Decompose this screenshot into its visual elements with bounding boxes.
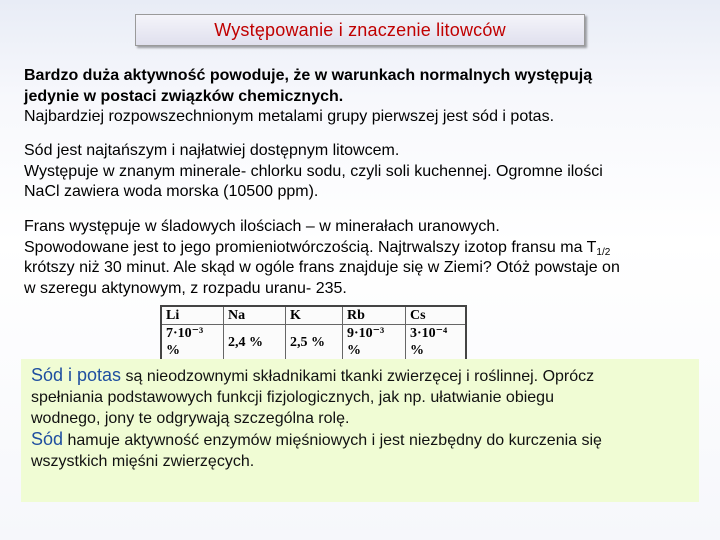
- paragraph-sodium-line-3: NaCl zawiera woda morska (10500 ppm).: [24, 183, 319, 200]
- title-box: [135, 14, 585, 46]
- abundance-table-wrapper: [160, 305, 467, 361]
- table-header-cell: Rb: [343, 306, 406, 325]
- paragraph-francium-line-2: [24, 238, 704, 259]
- highlight-line-5: wszystkich mięśni zwierzęcych.: [31, 453, 255, 470]
- paragraph-francium-line-3: krótszy niż 30 minut. Ale skąd w ogóle frans znajduje się w Ziemi? Otóż powstaje on: [24, 259, 620, 276]
- table-cell: 7·10⁻³ %: [161, 325, 224, 361]
- abundance-table: [160, 305, 467, 361]
- paragraph-sodium-line-2: Występuje w znanym minerale- chlorku sodu, czyli soli kuchennej. Ogromne ilości: [24, 162, 603, 180]
- table-cell: 9·10⁻³ %: [343, 325, 406, 361]
- table-header-cell: Li: [161, 306, 224, 325]
- table-row: [161, 325, 466, 361]
- paragraph-francium-line-4: w szeregu aktynowym, z rozpadu uranu- 235.: [24, 279, 347, 297]
- paragraph-intro-tail: [24, 107, 704, 128]
- page-title: Występowanie i znaczenie litowców: [214, 19, 506, 40]
- table-header-cell: Na: [224, 306, 286, 325]
- paragraph-sodium-line-1: Sód jest najtańszym i najłatwiej dostępnym litowcem.: [24, 142, 400, 159]
- paragraph-intro-line-2: jedynie w postaci związków chemicznych.: [24, 87, 344, 105]
- paragraph-francium-line-1: Frans występuje w śladowych ilościach – w minerałach uranowych.: [24, 218, 500, 235]
- paragraph-sodium: [24, 141, 704, 203]
- table-header-row: [161, 306, 466, 325]
- paragraph-francium-line-2-text: Spowodowane jest to jego promieniotwórczością. Najtrwalszy izotop fransu ma T: [24, 238, 597, 256]
- paragraph-francium: [24, 217, 704, 299]
- paragraph-intro-line-1: Bardzo duża aktywność powoduje, że w warunkach normalnych występują: [24, 67, 593, 84]
- highlight-line-2: spełniania podstawowych funkcji fizjologicznych, jak np. ułatwianie obiegu: [31, 389, 554, 406]
- highlight-term-sod: Sód: [31, 429, 64, 449]
- highlight-line-4-rest: hamuje aktywność enzymów mięśniowych i jest niezbędny do kurczenia się: [63, 432, 602, 449]
- paragraph-intro: [24, 66, 704, 107]
- highlight-box-text: [31, 365, 691, 472]
- highlight-box: [21, 359, 699, 502]
- table-cell: 2,4 %: [224, 325, 286, 361]
- highlight-term-sod-potas: Sód i potas: [31, 365, 122, 385]
- table-header-cell: K: [286, 306, 343, 325]
- highlight-line-1-rest: są nieodzownymi składnikami tkanki zwierzęcej i roślinnej. Oprócz: [121, 368, 595, 385]
- highlight-line-3: wodnego, jony te odgrywają szczególna rolę.: [31, 410, 350, 427]
- highlight-line-4: [31, 429, 691, 451]
- table-cell: 2,5 %: [286, 325, 343, 361]
- table-header-cell: Cs: [406, 306, 467, 325]
- highlight-line-1: [31, 365, 691, 387]
- table-cell: 3·10⁻⁴ %: [406, 325, 467, 361]
- half-life-subscript: 1/2: [596, 246, 611, 258]
- paragraph-intro-line-3: Najbardziej rozpowszechnionym metalami grupy pierwszej jest sód i potas.: [24, 108, 555, 125]
